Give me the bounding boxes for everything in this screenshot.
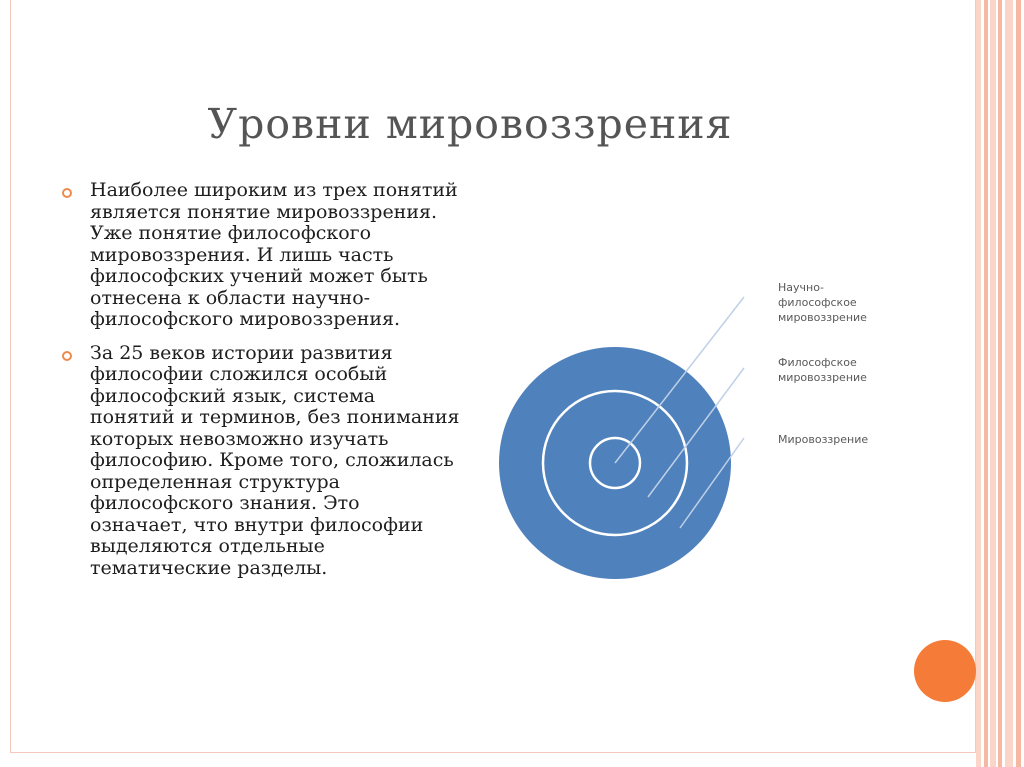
decorative-orange-circle: [914, 640, 976, 702]
bullet-text: За 25 веков истории развития философии сложился особый философский язык, система понятий и терминов, без понимания которых невозможно изучать философию. Кроме того, сложилась определенная структура философского знания. Это означает, что внутри философии выделяются отдельные тематические разделы.: [90, 341, 460, 579]
bullet-text: Наиболее широким из трех понятий является понятие мировоззрения. Уже понятие философского мировоззрения. И лишь часть философских учений может быть отнесена к области научно-философского мировоззрения.: [90, 179, 458, 330]
label-philosophical-line2: мировоззрение: [778, 371, 867, 384]
label-scientific-line1: Научно-: [778, 281, 824, 294]
label-scientific-line2: философское: [778, 296, 857, 309]
label-scientific-line3: мировоззрение: [778, 311, 867, 324]
label-worldview: Мировоззрение: [778, 433, 869, 446]
label-philosophical-line1: Философское: [778, 356, 857, 369]
slide-title: Уровни мировоззрения: [207, 100, 733, 148]
